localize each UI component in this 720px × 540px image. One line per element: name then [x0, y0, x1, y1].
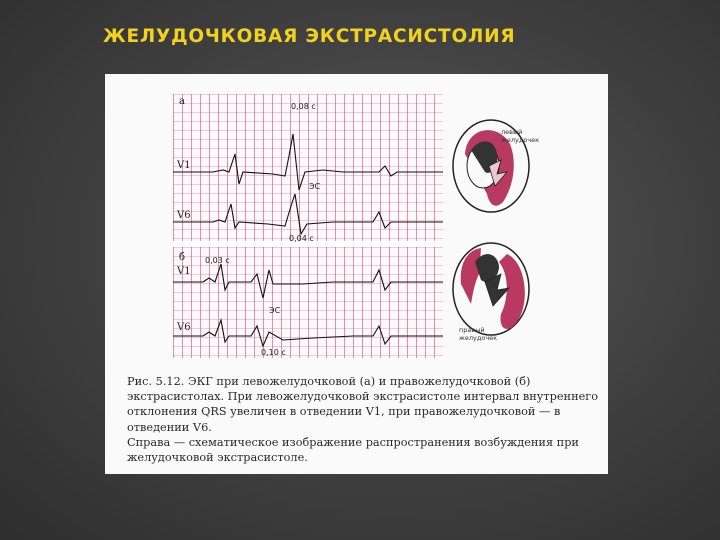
panel-b-label: б [179, 252, 186, 263]
ecg-strips [173, 94, 443, 358]
panel-a-label: а [179, 96, 185, 107]
heart-diagram-svg [445, 114, 550, 354]
label-left-ventricle: левый желудочек [501, 128, 540, 144]
lead-label-v1-b: V1 [177, 266, 191, 277]
figure-caption [127, 374, 599, 465]
ecg-traces [173, 94, 443, 358]
ecg-trace-v1-b [173, 264, 443, 298]
ecg-trace-v6-a [173, 194, 443, 234]
heart-diagrams [445, 114, 550, 354]
annotation-a-top: 0,08 с [291, 102, 316, 111]
annotation-b-v1: 0,03 с [205, 256, 230, 265]
caption-paragraph-2: Справа — схематическое изображение распространения возбуждения при желудочковой экстрасистоле. [127, 435, 579, 465]
heart-diagram-b [453, 243, 529, 335]
ecg-trace-v1-a [173, 134, 443, 190]
annotation-b-mid: ЭС [269, 306, 281, 315]
annotation-a-mid: ЭС [309, 182, 321, 191]
slide-title: ЖЕЛУДОЧКОВАЯ ЭКСТРАСИСТОЛИЯ [103, 26, 516, 47]
ecg-trace-v6-b [173, 320, 443, 346]
lead-label-v1-a: V1 [177, 160, 191, 171]
caption-paragraph-1: Рис. 5.12. ЭКГ при левожелудочковой (а) и правожелудочковой (б) экстрасистолах. При левожелудочковой экстрасистоле интервал внутреннего отклонения QRS увеличен в отведении V1, при правожелудочковой — в отведении V6. [127, 375, 598, 434]
label-right-ventricle: правый желудочек [459, 326, 498, 342]
annotation-b-v6: 0,10 с [261, 348, 286, 357]
figure [105, 74, 608, 474]
annotation-a-v6: 0,04 с [289, 234, 314, 243]
lead-label-v6-b: V6 [177, 322, 191, 333]
lead-label-v6-a: V6 [177, 210, 191, 221]
